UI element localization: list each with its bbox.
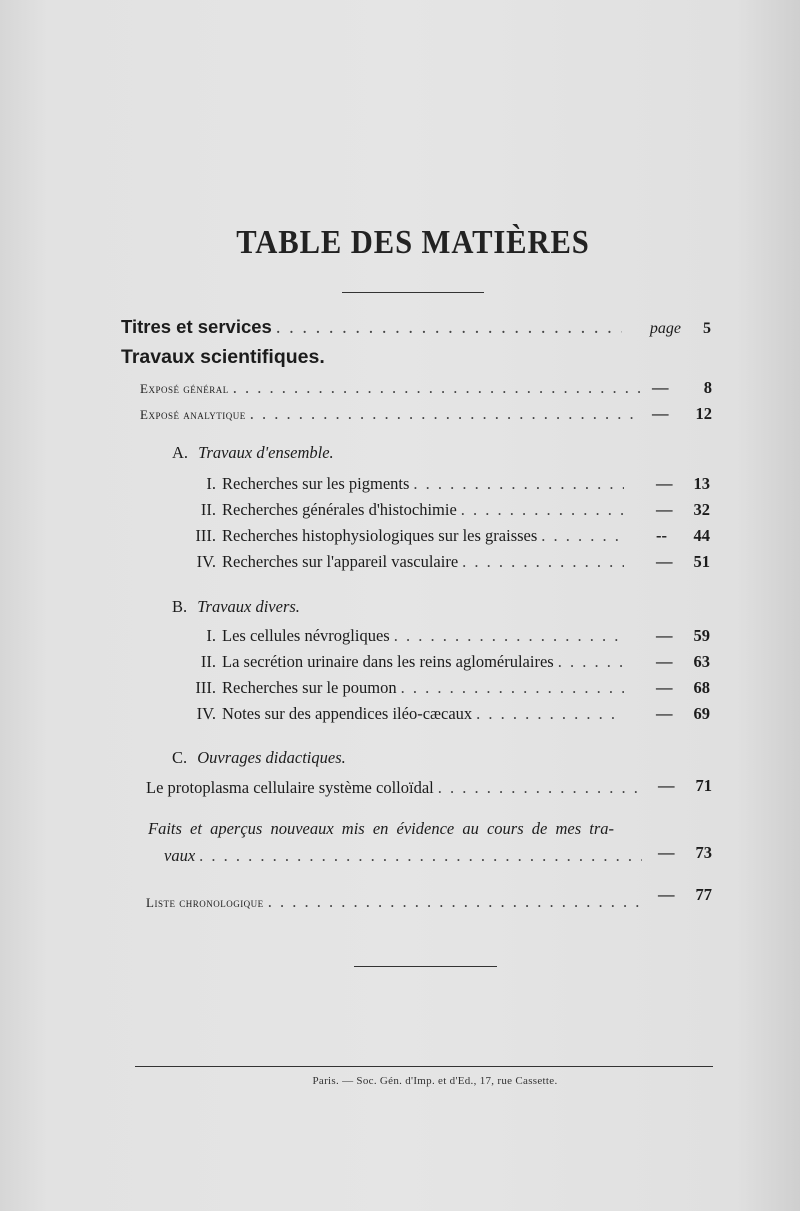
leader-dots bbox=[401, 678, 624, 698]
toc-page-number: 69 bbox=[693, 704, 710, 723]
leader-dots bbox=[438, 778, 642, 798]
toc-item-numeral: IV. bbox=[196, 704, 216, 723]
ditto-dash: — bbox=[656, 678, 673, 697]
toc-page-number: 73 bbox=[695, 843, 712, 862]
toc-page-number: 12 bbox=[695, 404, 712, 423]
toc-entry-label: Recherches sur les pigments bbox=[222, 474, 410, 493]
section-title: Ouvrages didactiques. bbox=[197, 748, 346, 767]
toc-item-numeral: IV. bbox=[196, 552, 216, 571]
leader-dots bbox=[462, 552, 624, 572]
toc-item-numeral: II. bbox=[200, 652, 216, 671]
ditto-dash: — bbox=[658, 885, 675, 904]
toc-page-number: 51 bbox=[693, 552, 710, 571]
printer-footer: Paris. — Soc. Gén. d'Imp. et d'Ed., 17, rue Cassette. bbox=[312, 1075, 558, 1087]
ditto-dash: — bbox=[658, 843, 675, 862]
leader-dots bbox=[413, 474, 624, 494]
ditto-dash: — bbox=[656, 552, 673, 571]
ditto-dash: — bbox=[656, 500, 673, 519]
toc-entry-b-1[interactable] bbox=[172, 626, 628, 646]
toc-item-numeral: I. bbox=[206, 626, 216, 645]
toc-item-numeral: III. bbox=[195, 678, 216, 697]
toc-entry-b-2[interactable] bbox=[172, 652, 628, 672]
ditto-dash: — bbox=[656, 652, 673, 671]
ditto-dash: — bbox=[656, 474, 673, 493]
toc-entry-b-3[interactable] bbox=[172, 678, 628, 698]
leader-dots bbox=[276, 318, 622, 339]
toc-entry-label: Notes sur des appendices iléo-cæcaux bbox=[222, 704, 473, 723]
toc-entry-label: vaux bbox=[164, 846, 196, 865]
toc-entry-label: Recherches sur le poumon bbox=[222, 678, 397, 697]
toc-entry-label: Les cellules névrogliques bbox=[222, 626, 390, 645]
section-title: Travaux divers. bbox=[197, 597, 300, 616]
footer-rule bbox=[135, 1066, 713, 1067]
toc-entry-a-3[interactable] bbox=[172, 526, 628, 546]
leader-dots bbox=[541, 526, 624, 546]
toc-page-number: 63 bbox=[693, 652, 710, 671]
toc-entry-label: Le protoplasma cellulaire système colloïdal bbox=[146, 778, 434, 797]
leader-dots bbox=[476, 704, 624, 724]
title-underline bbox=[342, 292, 484, 293]
toc-entry-a-1[interactable] bbox=[172, 474, 628, 494]
toc-page-number: 32 bbox=[693, 500, 710, 519]
section-title: Travaux d'ensemble. bbox=[198, 443, 334, 462]
toc-entry-expose-general[interactable] bbox=[140, 378, 646, 398]
toc-entry-faits-line1[interactable]: Faits et aperçus nouveaux mis en évidence au cours de mes tra- bbox=[148, 819, 615, 838]
toc-page-number: 5 bbox=[703, 320, 711, 337]
toc-item-numeral: I. bbox=[206, 474, 216, 493]
toc-page-number: 77 bbox=[695, 885, 712, 904]
page-title: TABLE DES MATIÈRES bbox=[236, 224, 590, 261]
leader-dots bbox=[461, 500, 624, 520]
toc-entry-expose-analytique[interactable] bbox=[140, 404, 646, 424]
ditto-dash: — bbox=[658, 776, 675, 795]
ditto-dash: — bbox=[652, 378, 669, 397]
toc-entry-a-2[interactable] bbox=[172, 500, 628, 520]
toc-entry-label: Liste chronologique bbox=[146, 895, 264, 910]
toc-entry-protoplasma[interactable] bbox=[146, 778, 646, 798]
leader-dots bbox=[233, 378, 642, 398]
ditto-dash: — bbox=[656, 704, 673, 723]
toc-entry-label: Exposé général bbox=[140, 381, 229, 396]
toc-page-number: 71 bbox=[695, 776, 712, 795]
closing-rule bbox=[354, 966, 497, 967]
toc-page-number: 8 bbox=[703, 378, 712, 397]
leader-dots bbox=[558, 652, 624, 672]
toc-page-number: 59 bbox=[693, 626, 710, 645]
leader-dots bbox=[250, 404, 642, 424]
toc-entry-faits[interactable] bbox=[164, 846, 646, 866]
toc-item-numeral: III. bbox=[195, 526, 216, 545]
leader-dots bbox=[394, 626, 624, 646]
section-heading-travaux: Travaux scientifiques. bbox=[121, 346, 325, 368]
toc-item-numeral: II. bbox=[200, 500, 216, 519]
toc-page-number: 44 bbox=[693, 526, 710, 545]
section-c-heading bbox=[172, 748, 346, 768]
toc-entry-label: Recherches sur l'appareil vasculaire bbox=[222, 552, 459, 571]
leader-dots bbox=[199, 846, 642, 866]
toc-entry-label: Titres et services bbox=[121, 316, 272, 337]
section-letter: C. bbox=[172, 748, 188, 767]
toc-page-number: 13 bbox=[693, 474, 710, 493]
ditto-dash: — bbox=[656, 626, 673, 645]
section-letter: A. bbox=[172, 443, 189, 462]
page-word: page bbox=[649, 320, 681, 337]
toc-entry-titres[interactable] bbox=[121, 316, 711, 339]
section-a-heading bbox=[172, 443, 334, 463]
toc-entry-b-4[interactable] bbox=[172, 704, 628, 724]
toc-entry-a-4[interactable] bbox=[172, 552, 628, 572]
toc-page-number: 68 bbox=[693, 678, 710, 697]
leader-dots bbox=[268, 892, 642, 912]
toc-entry-liste[interactable] bbox=[146, 892, 646, 912]
ditto-dash: -- bbox=[656, 526, 667, 545]
toc-entry-label: Recherches générales d'histochimie bbox=[222, 500, 457, 519]
section-letter: B. bbox=[172, 597, 188, 616]
toc-entry-label: La secrétion urinaire dans les reins aglomérulaires bbox=[222, 652, 554, 671]
ditto-dash: — bbox=[652, 404, 669, 423]
toc-entry-label: Recherches histophysiologiques sur les graisses bbox=[222, 526, 538, 545]
toc-entry-label: Exposé analytique bbox=[140, 407, 246, 422]
section-b-heading bbox=[172, 597, 300, 617]
